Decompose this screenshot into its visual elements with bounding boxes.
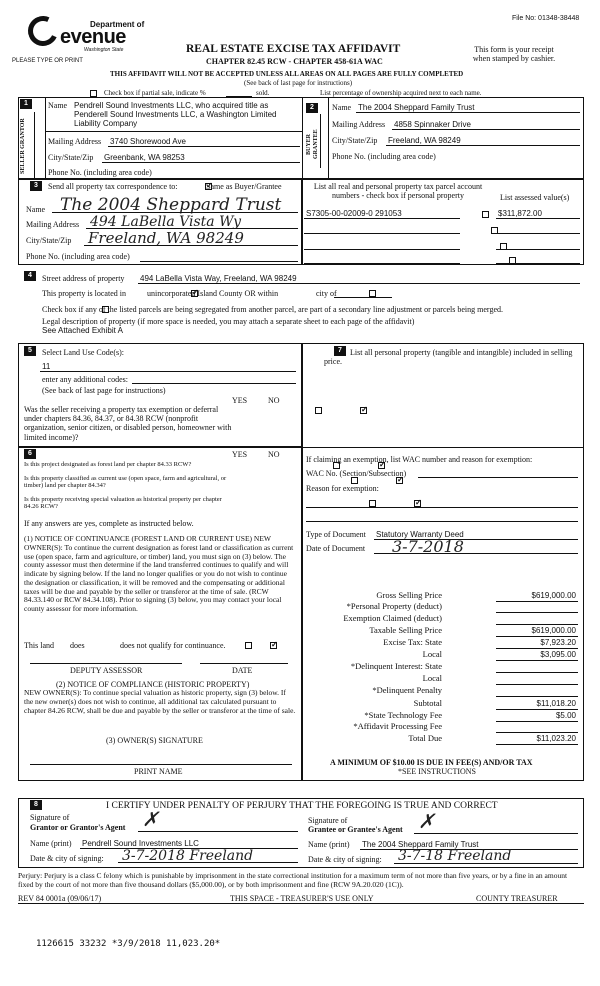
assessed-header: List assessed value(s)	[500, 193, 570, 202]
personal-property-label: List all personal property (tangible and intangible) included in selling price.	[324, 348, 573, 367]
grantee-name[interactable]: The 2004 Sheppard Family Trust	[362, 840, 479, 849]
logo-word: evenue	[60, 26, 126, 48]
seller-city[interactable]: Greenbank, WA 98253	[104, 153, 185, 162]
buyer-side-label: BUYER GRANTEE	[306, 129, 319, 159]
owner-signature-label: (3) OWNER(S) SIGNATURE	[106, 736, 203, 745]
assessed-value[interactable]: $311,872.00	[498, 209, 542, 218]
tax-label: *Delinquent Penalty	[372, 685, 442, 695]
grantor-name-label: Name (print)	[30, 839, 72, 848]
wac-label: WAC No. (Section/Subsection)	[306, 469, 407, 478]
forest-yes-header: YES	[232, 450, 248, 459]
does-label: does	[70, 641, 85, 650]
buyer-name-label: Name	[332, 103, 352, 112]
legal-description[interactable]: See Attached Exhibit A	[42, 326, 123, 335]
tax-label: Total Due	[408, 733, 442, 743]
street-address[interactable]: 494 LaBella Vista Way, Freeland, WA 98249	[140, 274, 297, 283]
tax-label: Taxable Selling Price	[369, 625, 442, 635]
partial-sale-label: Check box if partial sale, indicate %	[104, 89, 206, 97]
corr-name[interactable]: The 2004 Sheppard Trust	[60, 195, 282, 215]
file-number: File No: 01348-38448	[512, 15, 580, 22]
forest-q3: Is this property receiving special valuation as historical property per chapter 84.26 RCW?	[24, 496, 222, 511]
corr-city-label: City/State/Zip	[26, 236, 72, 245]
tax-value[interactable]: $619,000.00	[531, 591, 576, 600]
notice-compliance-title: (2) NOTICE OF COMPLIANCE (HISTORIC PROPERTY)	[56, 680, 250, 689]
seller-mailing-label: Mailing Address	[48, 137, 102, 146]
legal-label: Legal description of property (if more space is needed, you may attach a separate sheet to each page of the affidavit)	[42, 317, 415, 326]
section-2-badge: 2	[306, 103, 318, 113]
exemption-claim-label: If claiming an exemption, list WAC number and reason for exemption:	[306, 455, 533, 464]
doc-type-label: Type of Document	[306, 530, 366, 539]
doc-type[interactable]: Statutory Warranty Deed	[376, 530, 464, 539]
form-chapter: CHAPTER 82.45 RCW - CHAPTER 458-61A WAC	[206, 57, 383, 66]
parcels-header: List all real and personal property tax parcel account numbers - check box if personal property	[313, 182, 483, 201]
buyer-mailing-label: Mailing Address	[332, 120, 386, 129]
tax-label: Local	[422, 649, 442, 659]
grantee-sig-label-2: Grantee or Grantee's Agent	[308, 825, 403, 834]
ownership-note: List percentage of ownership acquired next to each name.	[320, 89, 482, 97]
print-name-label: PRINT NAME	[134, 767, 183, 776]
tax-label: Subtotal	[413, 698, 442, 708]
please-type: PLEASE TYPE OR PRINT	[12, 58, 83, 64]
seller-city-label: City/State/Zip	[48, 153, 94, 162]
additional-codes-label: enter any additional codes:	[42, 375, 128, 384]
tax-label: *Personal Property (deduct)	[346, 601, 442, 611]
tax-value[interactable]: $619,000.00	[531, 626, 576, 635]
grantee-sig-label: Signature of	[308, 816, 348, 825]
buyer-city-label: City/State/Zip	[332, 136, 378, 145]
correspondence-label: Send all property tax correspondence to:	[48, 182, 178, 191]
grantor-date-label: Date & city of signing:	[30, 854, 104, 863]
city-of-label: city of	[316, 289, 337, 298]
section-7-badge: 7	[334, 346, 346, 356]
logo-state: Washington State	[84, 47, 124, 53]
exemption-question: Was the seller receiving a property tax exemption or deferral under chapters 84.36, 84.37, or 84.38 RCW (nonprofit organization, senior citizen, or disabled person, homeowner with limited income)?	[24, 405, 232, 442]
grantor-sig-label-2: Grantor or Grantor's Agent	[30, 823, 126, 832]
partial-sale-percent-field[interactable]	[226, 88, 252, 97]
section-1-badge: 1	[20, 99, 32, 109]
notice-compliance: NEW OWNER(S): To continue special valuation as historic property, sign (3) below. If the new owner(s) does not wish to continue, all additional tax calculated pursuant to chapter 84.26 RCW, shall be due and payable by the seller or transferor at the time of sale.	[24, 688, 296, 715]
grantor-signature[interactable]: ✗	[142, 807, 159, 831]
tax-label: Local	[422, 673, 442, 683]
perjury-notice: Perjury: Perjury is a class C felony which is punishable by imprisonment in the state correctional institution for a maximum term of not more than five years, or by a fine in an amount fixed by the court of not more than five thousand dollars ($5,000.00), or by both imprisonment and fine (RCW 9A.20.020 (1C)).	[18, 871, 568, 889]
grantor-name[interactable]: Pendrell Sound Investments LLC	[82, 839, 199, 848]
segregated-label: Check box if any of the listed parcels are being segregated from another parcel, are part of a secondary line adjustment or parcels being merged.	[42, 305, 503, 314]
tax-label: *Delinquent Interest: State	[350, 661, 442, 671]
certify-statement: I CERTIFY UNDER PENALTY OF PERJURY THAT THE FOREGOING IS TRUE AND CORRECT	[106, 801, 498, 811]
buyer-phone-label: Phone No. (including area code)	[332, 152, 436, 161]
land-use-label: Select Land Use Code(s):	[42, 348, 124, 357]
corr-mailing[interactable]: 494 LaBella Vista Wy	[90, 214, 242, 230]
grantor-date[interactable]: 3-7-2018 Freeland	[122, 848, 254, 864]
instructions-note: (See back of last page for instructions)	[244, 79, 353, 87]
treasurer-space: THIS SPACE - TREASURER'S USE ONLY	[230, 894, 374, 903]
forest-no-header: NO	[268, 450, 280, 459]
land-use-code[interactable]: 11	[42, 362, 51, 371]
reason-label: Reason for exemption:	[306, 484, 379, 493]
tax-value[interactable]: $3,095.00	[540, 650, 576, 659]
doc-date[interactable]: 3-7-2018	[392, 537, 464, 556]
corr-city[interactable]: Freeland, WA 98249	[88, 229, 244, 247]
section-8-badge: 8	[30, 800, 42, 810]
receipt-note: This form is your receipt when stamped by cashier.	[472, 45, 556, 64]
section-4-badge: 4	[24, 271, 36, 281]
see-back-label: (See back of last page for instructions)	[42, 386, 166, 395]
buyer-mailing[interactable]: 4858 Spinnaker Drive	[394, 120, 471, 129]
logo-swoosh-icon	[24, 12, 62, 50]
seller-phone-label: Phone No. (including area code)	[48, 168, 152, 177]
deputy-date-label: DATE	[232, 666, 253, 675]
street-label: Street address of property	[42, 274, 125, 283]
buyer-city[interactable]: Freeland, WA 98249	[388, 136, 461, 145]
tax-value[interactable]: $11,018.20	[536, 699, 576, 708]
forest-q1: Is this project designated as forest land per chapter 84.33 RCW?	[24, 461, 192, 468]
treasurer-stamp: 1126615 33232 *3/9/2018 11,023.20*	[36, 939, 221, 949]
tax-label: *State Technology Fee	[364, 710, 442, 720]
tax-value[interactable]: $7,923.20	[540, 638, 576, 647]
this-land-label: This land	[24, 641, 54, 650]
section-3-badge: 3	[30, 181, 42, 191]
tax-label: Excise Tax: State	[383, 637, 442, 647]
does-not-label: does not qualify for continuance.	[120, 641, 226, 650]
deputy-assessor-label: DEPUTY ASSESSOR	[70, 666, 143, 675]
logo-department: Department of	[90, 20, 145, 29]
see-instructions-note: *SEE INSTRUCTIONS	[398, 767, 477, 776]
form-warning: THIS AFFIDAVIT WILL NOT BE ACCEPTED UNLESS ALL AREAS ON ALL PAGES ARE FULLY COMPLETED	[110, 70, 464, 78]
located-label-2: unincorporated Island County OR within	[147, 289, 279, 298]
seller-mailing[interactable]: 3740 Shorewood Ave	[110, 137, 186, 146]
county-treasurer: COUNTY TREASURER	[476, 894, 558, 903]
notice-continuance: (1) NOTICE OF CONTINUANCE (FOREST LAND OR CURRENT USE) NEW OWNER(S): To continue the current designation as forest land or classification as current use (open space, farm and agriculture, or timber) land, you must sign on (3) below. The county assessor must then determine if the land transferred continues to qualify and will indicate by signing below. If the land no longer qualifies or you do not wish to continue the designation or classification, it will be removed and the compensating or additional taxes will be due and payable by the seller or transferor at the time of sale. (RCW 84.33.140 or RCW 84.34.108). Prior to signing (3) below, you may contact your local county assessor for more information.	[24, 534, 294, 614]
yes-header: YES	[232, 396, 248, 405]
grantee-signature[interactable]: ✗	[418, 809, 435, 833]
does-not-qualify-checkbox[interactable]	[270, 642, 277, 649]
seller-side-label: SELLER GRANTOR	[20, 118, 26, 174]
form-title: REAL ESTATE EXCISE TAX AFFIDAVIT	[186, 43, 401, 55]
partial-sale-checkbox[interactable]	[90, 90, 97, 97]
buyer-name[interactable]: The 2004 Sheppard Family Trust	[358, 103, 475, 112]
if-yes-note: If any answers are yes, complete as instructed below.	[24, 519, 194, 528]
section-6-badge: 6	[24, 449, 36, 459]
corr-name-label: Name	[26, 205, 46, 214]
section-5-badge: 5	[24, 346, 36, 356]
parcel-personal-checkbox-1[interactable]	[482, 211, 489, 218]
seller-name-label: Name	[48, 101, 68, 110]
grantor-sig-label: Signature of	[30, 813, 70, 822]
sold-label: sold.	[256, 89, 270, 97]
forest-q2: Is this property classified as current use (open space, farm and agricultural, or timber) land per chapter 84.34?	[24, 475, 227, 490]
corr-phone-label: Phone No. (including area code)	[26, 252, 130, 261]
rev-number: REV 84 0001a (09/06/17)	[18, 894, 102, 903]
grantee-name-label: Name (print)	[308, 840, 350, 849]
tax-label: Exemption Claimed (deduct)	[343, 613, 442, 623]
seller-name[interactable]: Pendrell Sound Investments LLC, who acquired title as Penderell Sound Investments LLC, a Washington Limited Liability Company	[74, 101, 277, 129]
tax-value[interactable]: $11,023.20	[536, 734, 576, 743]
minimum-due-note: A MINIMUM OF $10.00 IS DUE IN FEE(S) AND/OR TAX	[330, 758, 533, 767]
tax-label: *Affidavit Processing Fee	[353, 721, 442, 731]
same-as-buyer-label: Same as Buyer/Grantee	[206, 182, 282, 191]
doc-date-label: Date of Document	[306, 544, 366, 553]
dor-logo	[28, 12, 145, 54]
located-label: This property is located in	[42, 289, 126, 298]
grantee-date[interactable]: 3-7-18 Freeland	[398, 848, 512, 864]
tax-value[interactable]: $5.00	[555, 711, 576, 720]
does-qualify-checkbox[interactable]	[245, 642, 252, 649]
tax-label: Gross Selling Price	[376, 590, 442, 600]
grantee-date-label: Date & city of signing:	[308, 855, 382, 864]
corr-mailing-label: Mailing Address	[26, 220, 80, 229]
no-header: NO	[268, 396, 280, 405]
parcel-number[interactable]: S7305-00-02009-0 291053	[306, 209, 402, 218]
